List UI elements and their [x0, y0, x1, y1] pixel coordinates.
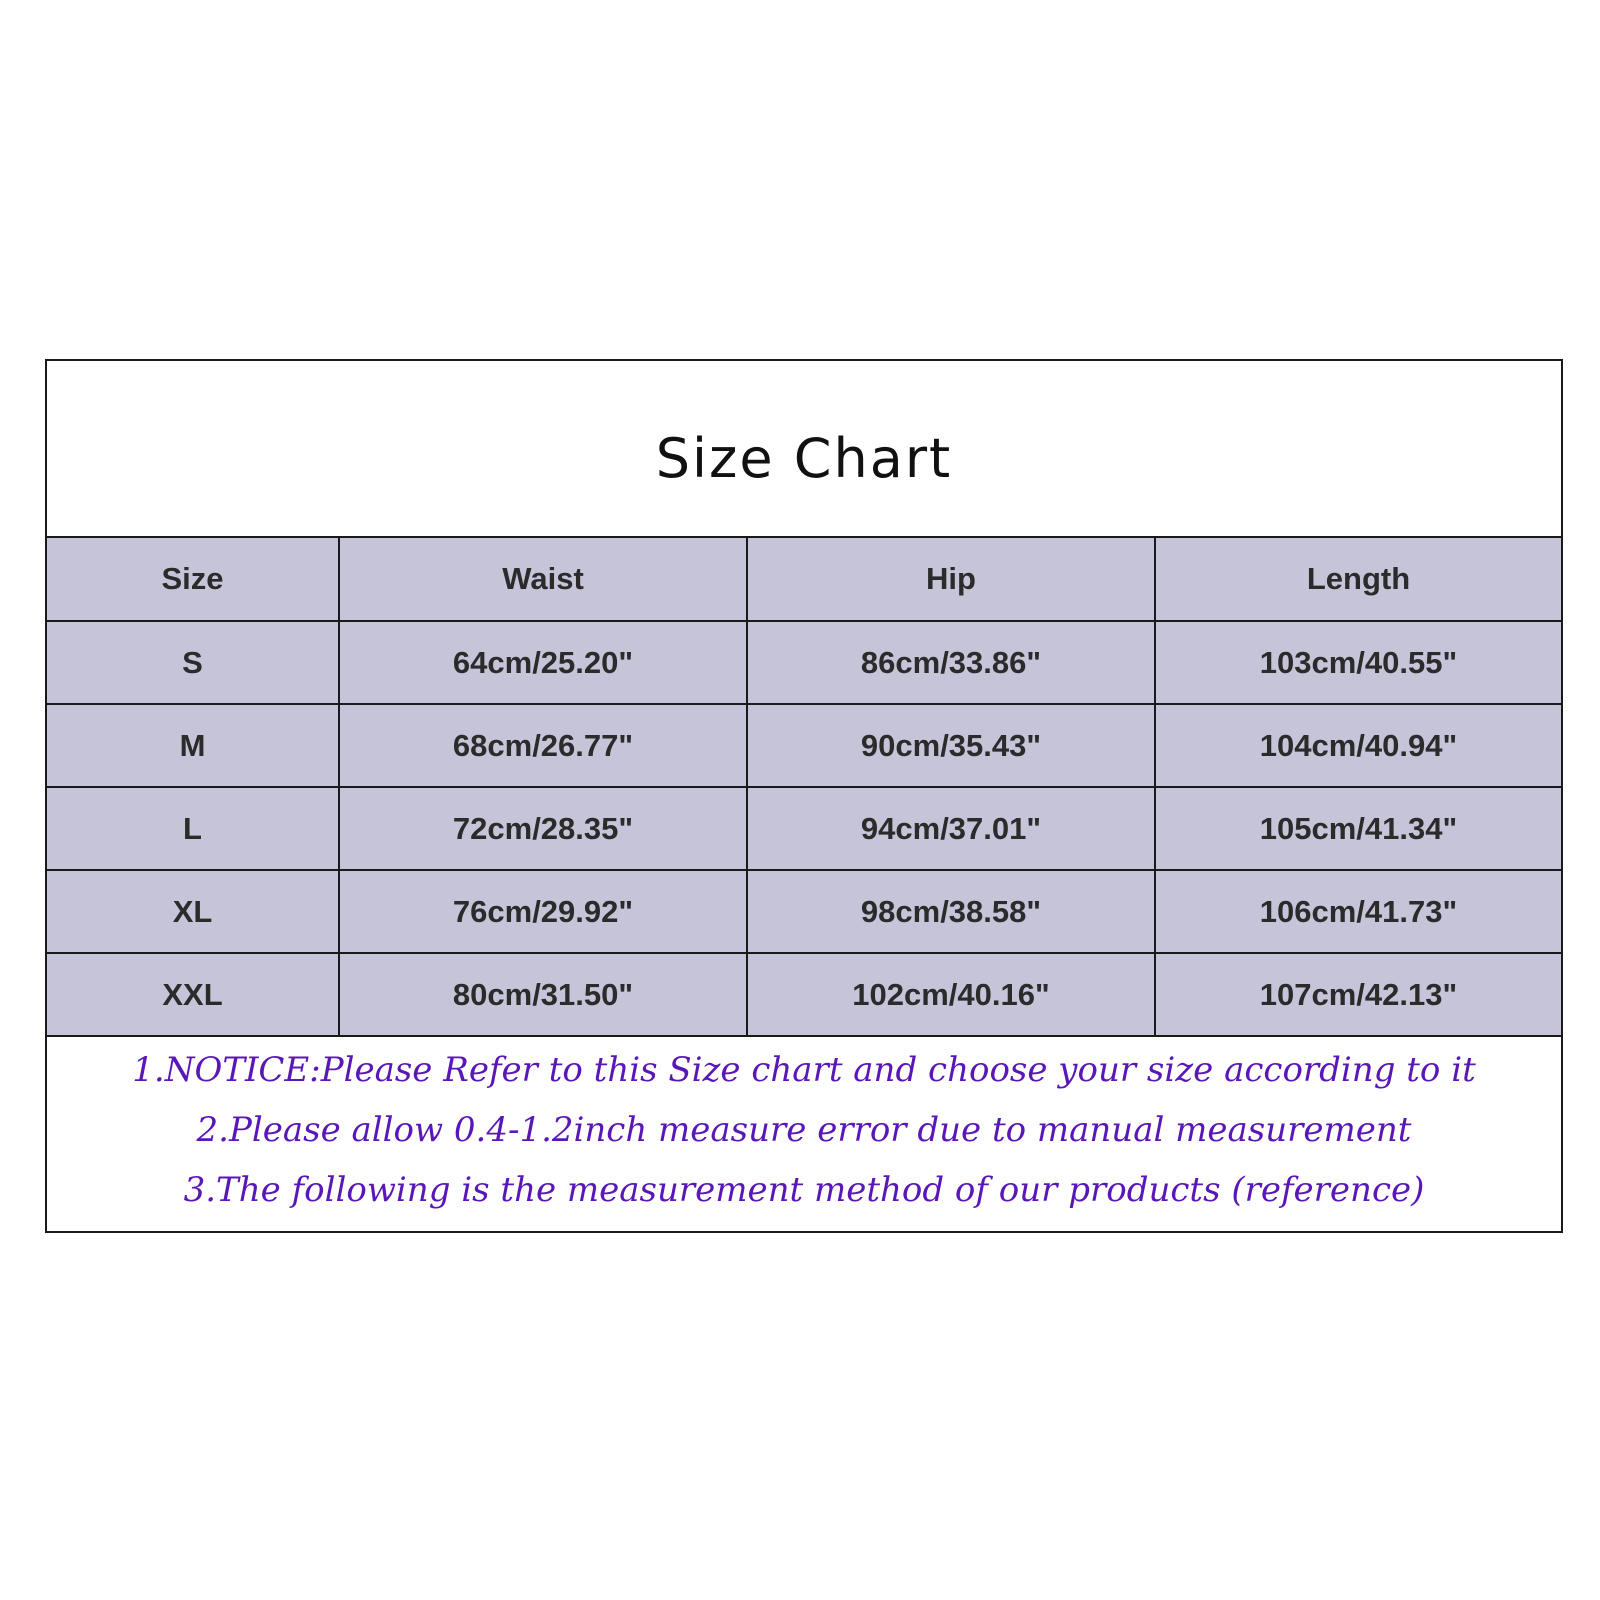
column-header-hip: Hip: [747, 538, 1155, 621]
cell-hip: 102cm/40.16": [747, 953, 1155, 1036]
cell-waist: 64cm/25.20": [339, 621, 747, 704]
table-header-row: [47, 538, 1561, 621]
cell-length: 105cm/41.34": [1155, 787, 1561, 870]
column-header-waist: Waist: [339, 538, 747, 621]
table-row: [47, 870, 1561, 953]
cell-size: XL: [47, 870, 339, 953]
table-row: [47, 704, 1561, 787]
notes-section: [47, 1037, 1561, 1223]
note-line: 1.NOTICE:Please Refer to this Size chart and choose your size according to it: [132, 1050, 1476, 1090]
note-line: 3.The following is the measurement method of our products (reference): [183, 1170, 1425, 1210]
cell-length: 107cm/42.13": [1155, 953, 1561, 1036]
size-chart: [45, 359, 1563, 1233]
cell-size: XXL: [47, 953, 339, 1036]
cell-hip: 98cm/38.58": [747, 870, 1155, 953]
cell-length: 103cm/40.55": [1155, 621, 1561, 704]
title-area: [47, 361, 1561, 538]
cell-hip: 86cm/33.86": [747, 621, 1155, 704]
cell-length: 104cm/40.94": [1155, 704, 1561, 787]
note-line: 2.Please allow 0.4-1.2inch measure error due to manual measurement: [196, 1110, 1412, 1150]
table-row: [47, 787, 1561, 870]
cell-waist: 68cm/26.77": [339, 704, 747, 787]
table-row: [47, 953, 1561, 1036]
cell-hip: 90cm/35.43": [747, 704, 1155, 787]
cell-size: L: [47, 787, 339, 870]
column-header-size: Size: [47, 538, 339, 621]
column-header-length: Length: [1155, 538, 1561, 621]
cell-hip: 94cm/37.01": [747, 787, 1155, 870]
cell-length: 106cm/41.73": [1155, 870, 1561, 953]
cell-waist: 72cm/28.35": [339, 787, 747, 870]
cell-size: S: [47, 621, 339, 704]
page-title: Size Chart: [655, 427, 953, 490]
table-row: [47, 621, 1561, 704]
cell-size: M: [47, 704, 339, 787]
cell-waist: 80cm/31.50": [339, 953, 747, 1036]
size-table: [47, 538, 1561, 1037]
cell-waist: 76cm/29.92": [339, 870, 747, 953]
